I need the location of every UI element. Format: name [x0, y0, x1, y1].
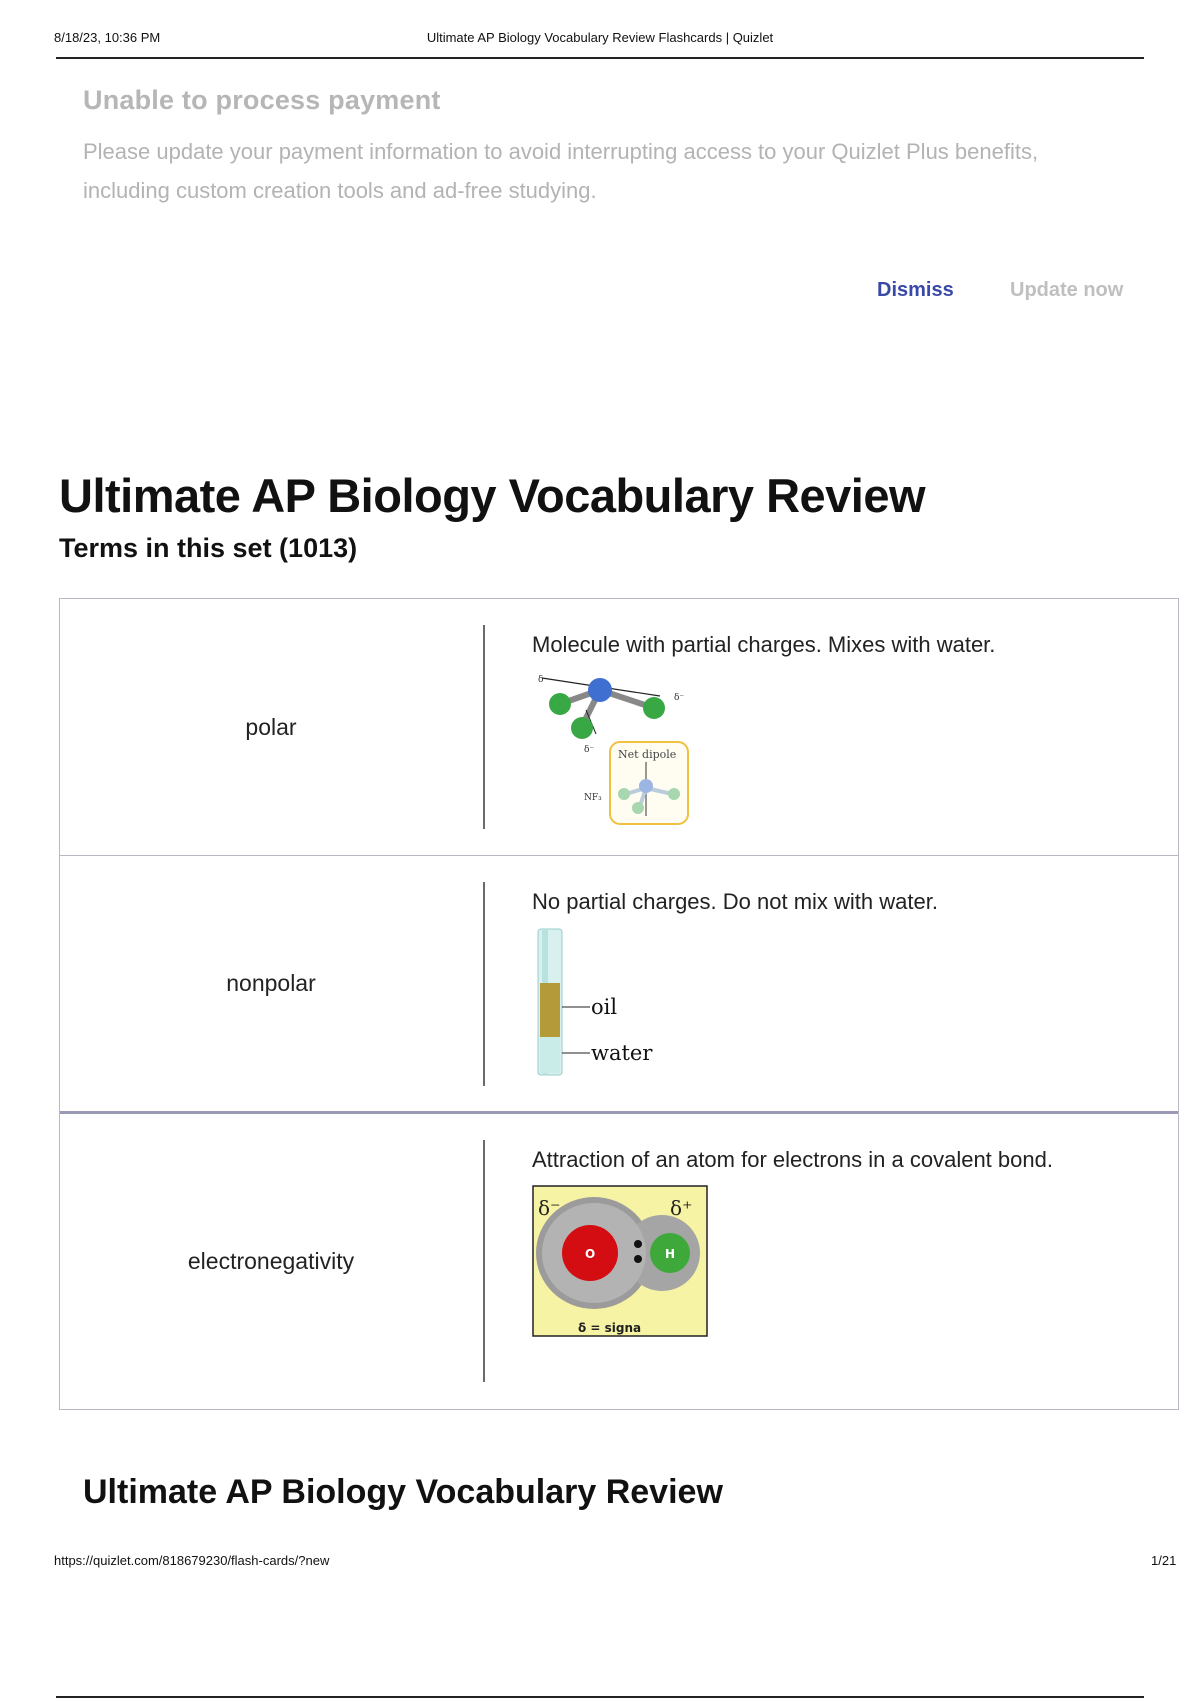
svg-text:H: H — [665, 1247, 676, 1261]
print-header — [0, 0, 1200, 60]
svg-text:Net dipole: Net dipole — [618, 748, 677, 761]
svg-text:oil: oil — [591, 995, 618, 1019]
svg-text:δ: δ — [538, 675, 544, 685]
polar-molecule-image — [532, 670, 1122, 833]
print-url: https://quizlet.com/818679230/flash-cards/?new — [54, 1553, 330, 1568]
definition — [532, 625, 1122, 833]
definition-text: No partial charges. Do not mix with water. — [532, 889, 938, 914]
svg-text:O: O — [585, 1247, 596, 1261]
set-title: Ultimate AP Biology Vocabulary Review — [59, 469, 926, 522]
definition — [532, 1140, 1122, 1342]
definition-text: Attraction of an atom for electrons in a covalent bond. — [532, 1147, 1053, 1172]
banner-message: Please update your payment information to avoid interrupting access to your Quizlet Plus benefits, including custom creation tools and ad-free studying. — [83, 139, 1039, 203]
svg-text:δ⁻: δ⁻ — [674, 693, 685, 703]
card-divider — [483, 1140, 485, 1382]
card-divider — [483, 882, 485, 1086]
term-text: electronegativity — [187, 1248, 355, 1274]
terms-list — [59, 598, 1179, 1410]
print-datetime: 8/18/23, 10:36 PM — [54, 30, 161, 45]
card-divider — [483, 625, 485, 829]
dismiss-button[interactable]: Dismiss — [877, 279, 954, 301]
footer-set-title: Ultimate AP Biology Vocabulary Review — [83, 1473, 723, 1511]
svg-text:NF₃: NF₃ — [584, 793, 602, 803]
banner-title: Unable to process payment — [83, 85, 441, 115]
print-page-title: Ultimate AP Biology Vocabulary Review Flashcards | Quizlet — [426, 30, 774, 45]
term-card-electronegativity — [60, 1114, 1178, 1409]
svg-text:δ⁺: δ⁺ — [670, 1196, 693, 1220]
oil-water-image — [532, 927, 1122, 1084]
definition — [532, 882, 1122, 1084]
electron-cloud-image — [532, 1185, 1122, 1342]
term-text: polar — [245, 713, 297, 740]
term-text: nonpolar — [226, 970, 316, 996]
footer-divider — [56, 1696, 1144, 1698]
update-now-button[interactable]: Update now — [1010, 279, 1124, 301]
term-card-polar — [60, 599, 1178, 856]
svg-text:δ⁻: δ⁻ — [538, 1196, 561, 1220]
header-divider — [56, 57, 1144, 59]
print-page-number: 1/21 — [1151, 1553, 1177, 1568]
svg-text:δ = signa: δ = signa — [578, 1321, 642, 1335]
term-card-nonpolar — [60, 856, 1178, 1114]
payment-banner — [83, 85, 1133, 210]
definition-text: Molecule with partial charges. Mixes with water. — [532, 632, 996, 657]
svg-text:δ⁻: δ⁻ — [584, 745, 595, 755]
svg-text:water: water — [591, 1041, 653, 1065]
terms-count-heading: Terms in this set (1013) — [59, 533, 358, 563]
